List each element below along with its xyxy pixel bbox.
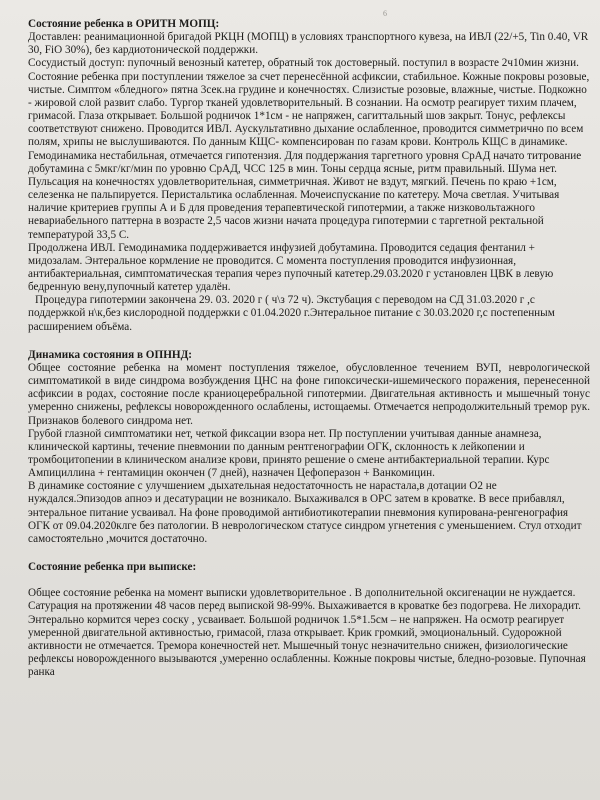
paragraph: Продолжена ИВЛ. Гемодинамика поддерживается инфузией добутамина. Проводится седация фентанил + мидозалам. Энтеральное кормление не проводится. С момента поступления проводится инфузионная, антибактериальная, симптоматическая терапия через пупочный катетер.29.03.2020 г установлен ЦВК в левую бедренную вену,пупочный катетер удалён. [28,241,554,294]
section-title-oritn: Состояние ребенка в ОРИТН МОПЦ: [28,18,220,30]
section-title-opnnd: Динамика состояния в ОПННД: [28,348,193,361]
paragraph: Общее состояние ребенка на момент выписки удовлетворительное . В дополнительной оксигенации не нуждается. Сатурация на протяжении 48 часов перед выпиской 98-99%. Выхаживается в кроватке без подогрева. Не лихорадит. Энтерально кормится через соску , усваивает. Большой родничок 1.5*1.5см – не напряжен. На осмотр реагирует умеренной двигательной активностью, гримасой, глаза открывает. Крик громкий, эмоциональный. Судорожной активности не отмечается. Тремора конечностей нет. Мышечный тонус незначительно снижен, физиологические рефлексы новорожденного вызываются ,умеренно ослабленны. Кожные покровы чистые, бледно-розовые. Пупочная ранка [28,587,586,679]
paragraph: В динамике состояние с улучшением ,дыхательная недостаточность не нарастала,в дотации О2 не нуждался.Эпизодов апноэ и десатурации не возникало. Выхаживался в ОРС затем в кроватке. В весе прибавлял, энтеральное питание усваивал. На фоне проводимой антибиотикотерапии пневмония купирована-ренгенография ОГК от 09.04.2020клге без патологии. В неврологическом статусе синдром угнетения с уменьшением. Стул отходит самостоятельно ,мочится достаточно. [28,480,582,545]
paragraph: Общее состояние ребенка на момент поступления тяжелое, обусловленное течением ВУП, неврологической симптоматикой в виде синдрома возбуждения ЦНС на фоне гипоксически-ишемического поражения, перенесенной асфиксии в родах, состояние после краниоцеребральной гипотермии. Двигательная активность и мышечный тонус умеренно снижены, рефлексы новорожденного ослаблены, истощаемы. Отмечается непродолжительный тремор рук. Признаков болевого синдрома нет. [28,361,590,427]
paragraph: Процедура гипотермии закончена 29. 03. 2020 г ( ч\з 72 ч). Экстубация с переводом на СД 31.03.2020 г ,с поддержкой н\к,без кислородной поддержки с 01.04.2020 г.Энтеральное питание с 30.03.2020 г,с постепенным расширением объёма. [28,294,555,333]
document-body [28,18,590,679]
page-number: 6 [383,9,387,18]
paragraph: Сосудистый доступ: пупочный венозный катетер, обратный ток достоверный. поступил в возрасте 2ч10мин жизни. [28,57,579,70]
paragraph: Состояние ребенка при поступлении тяжелое за счет перенесённой асфиксии, стабильное. Кожные покровы розовые, чистые. Симптом «бледного» пятна 3сек.на грудине и конечностях. Слизистые розовые, влажные, чистые. Подкожно - жировой слой развит слабо. Тургор тканей удовлетворительный. В сознании. На осмотр реагирует тихим плачем, гримасой. Глаза открывает. Большой родничок 1*1см - не напряжен, сагиттальный шов закрыт. Тонус, рефлексы соответствуют снижено. Проводится ИВЛ. Аускультативно дыхание ослабленное, проводится симметрично по всем полям, хрипы не выслушиваются. По данным КЩС- компенсирован по газам крови. Контроль КЩС в динамике. Гемодинамика нестабильная, отмечается гипотензия. Для поддержания таргетного уровня СрАД начато титрование добутамина с 5мкг/кг/мин по уровню СрАД, ЧСС 125 в мин. Тоны сердца ясные, ритм правильный. Шума нет. Пульсация на конечностях удовлетворительная, симметричная. Живот не вздут, мягкий. Печень по краю +1см, селезенка не пальпируется. Перистальтика ослабленная. Мочеиспускание по катетеру. Моча светлая. Учитывая наличие критериев группы А и Б для проведения терапевтической гипотермии, а также низковольтажного невариабельного паттерна в возрасте 2,5 часов жизни начата процедура гипотермии с таргетной ректальной температурой 33,5 С. [28,70,590,241]
section-title-discharge: Состояние ребенка при выписке: [28,561,197,574]
paragraph: Доставлен: реанимационной бригадой РКЦН (МОПЦ) в условиях транспортного кувеза, на ИВЛ (22/+5, Tin 0.40, VR 30, FiO 30%), без кардиотонической поддержки. [28,31,589,57]
paragraph: Грубой глазной симптоматики нет, четкой фиксации взора нет. Пр поступлении учитывая данные анамнеза, клинической картины, течение пневмонии по данным рентгенографии ОГК, склонность к лейкопении и тромбоцитопении в клиническом анализе крови, принято решение о смене антибактериальной терапии. Курс Ампициллина + гентамицин окончен (7 дней), назначен Цефоперазон + Ванкомицин. [28,427,550,480]
